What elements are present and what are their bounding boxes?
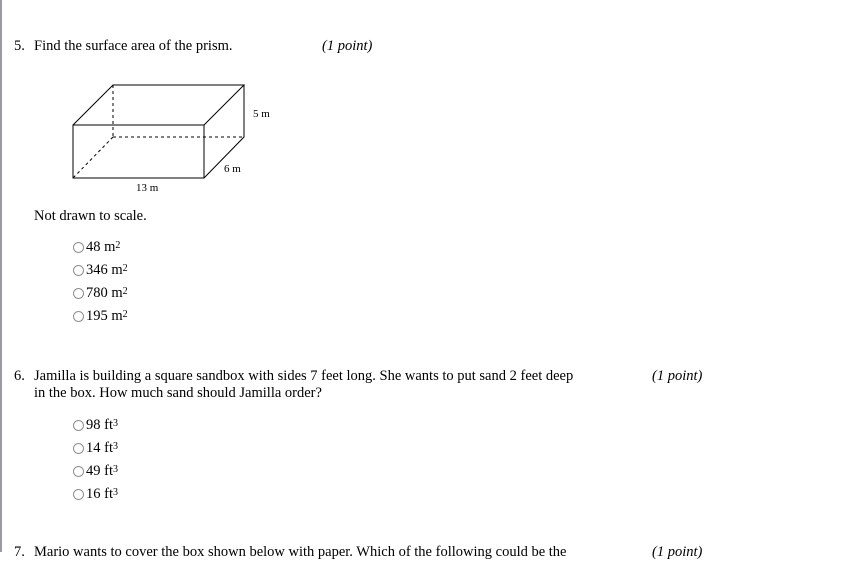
choice-value: 780 m xyxy=(86,284,123,301)
radio-button[interactable] xyxy=(73,420,84,431)
question-5-choice-d[interactable]: 195 m $^2$ xyxy=(73,306,128,326)
choice-value: 98 ft xyxy=(86,416,113,433)
choice-value: 49 ft xyxy=(86,462,113,479)
prism-front-face xyxy=(73,125,204,178)
choice-value: 48 m xyxy=(86,238,116,255)
radio-button[interactable] xyxy=(73,466,84,477)
question-6-choice-d[interactable]: 16 ft $^3$ xyxy=(73,484,118,504)
radio-button[interactable] xyxy=(73,265,84,276)
question-6-choice-a[interactable]: 98 ft $^3$ xyxy=(73,415,118,435)
choice-value: 195 m xyxy=(86,307,123,324)
choice-value: 346 m xyxy=(86,261,123,278)
question-5-note: Not drawn to scale. xyxy=(34,208,147,224)
choice-value: 16 ft xyxy=(86,485,113,502)
question-6-points: (1 point) xyxy=(652,368,703,384)
prism-label-height: 5 m xyxy=(253,108,270,120)
choice-value: 14 ft xyxy=(86,439,113,456)
radio-button[interactable] xyxy=(73,443,84,454)
prism-label-length: 13 m xyxy=(136,182,159,194)
question-6-prompt xyxy=(14,368,573,385)
question-7-text: Mario wants to cover the box shown below with paper. Which of the following could be the xyxy=(34,544,567,560)
radio-button[interactable] xyxy=(73,489,84,500)
prism-top-face xyxy=(73,85,244,125)
question-5-number: 5. xyxy=(14,38,25,54)
radio-button[interactable] xyxy=(73,242,84,253)
question-6-choice-b[interactable]: 14 ft $^3$ xyxy=(73,438,118,458)
question-6-number: 6. xyxy=(14,368,25,384)
question-7-prompt xyxy=(14,544,567,561)
question-5-prompt xyxy=(14,38,233,55)
prism-label-depth: 6 m xyxy=(224,163,241,175)
question-5-text: Find the surface area of the prism. xyxy=(34,38,233,54)
question-6-choice-c[interactable]: 49 ft $^3$ xyxy=(73,461,118,481)
prism-figure xyxy=(60,76,290,200)
question-7-points: (1 point) xyxy=(652,544,703,560)
question-6-text-line1: Jamilla is building a square sandbox with sides 7 feet long. She wants to put sand 2 feet deep xyxy=(34,368,574,384)
question-5-choice-a[interactable]: 48 m $^2$ xyxy=(73,237,120,257)
question-6-text-line2: in the box. How much sand should Jamilla order? xyxy=(34,385,322,401)
radio-button[interactable] xyxy=(73,311,84,322)
prism-hidden-edge-depth xyxy=(73,137,113,178)
left-border xyxy=(0,0,2,552)
radio-button[interactable] xyxy=(73,288,84,299)
question-7-number: 7. xyxy=(14,544,25,560)
question-5-points: (1 point) xyxy=(322,38,373,54)
question-5-choice-b[interactable]: 346 m $^2$ xyxy=(73,260,128,280)
question-5-choice-c[interactable]: 780 m $^2$ xyxy=(73,283,128,303)
